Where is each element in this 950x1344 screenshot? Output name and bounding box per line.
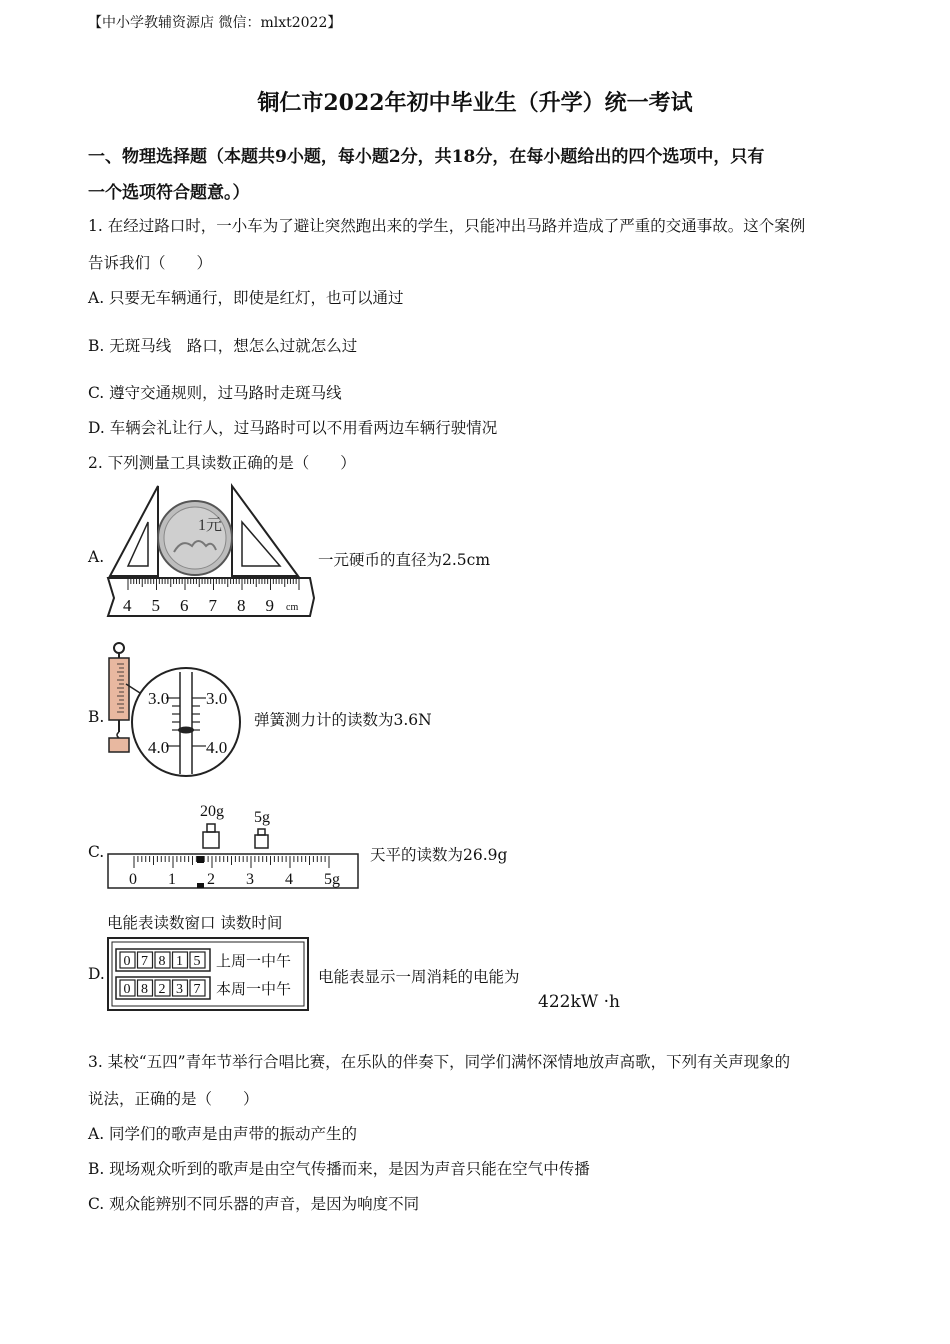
meter-row1-time: 上周一中午: [216, 954, 292, 970]
hanging-weight: [109, 738, 129, 752]
weight-5g-label: 5g: [254, 809, 270, 826]
spring-scale-figure: [104, 640, 250, 780]
rider-bottom: [197, 883, 204, 888]
meter-digit: 0: [123, 954, 131, 969]
scale-top-left: 3.0: [148, 689, 170, 708]
scale-bottom-right: 4.0: [206, 738, 228, 757]
meter-digit: 7: [193, 982, 201, 997]
beam-tick-label: 2: [207, 871, 215, 888]
q3-option-c: C. 观众能辨别不同乐器的声音，是因为响度不同: [88, 1195, 420, 1213]
q2-option-a-text: 一元硬币的直径为2.5cm: [318, 551, 491, 569]
q2-option-d-value: 422kW ·h: [538, 992, 620, 1012]
q1-stem-line2: 告诉我们（ ）: [88, 254, 213, 272]
q1-option-a: A. 只要无车辆通行，即使是红灯，也可以通过: [88, 289, 404, 307]
electricity-meter-figure: [106, 936, 310, 1012]
weight-20g: [203, 832, 219, 848]
q1-stem-line1: 1. 在经过路口时，一小车为了避让突然跑出来的学生，只能冲出马路并造成了严重的交通事故。这个案例: [88, 217, 806, 235]
q2-option-c-label: C.: [88, 843, 105, 861]
meter-digit: 7: [141, 954, 148, 969]
beam-tick-label: 3: [246, 871, 254, 888]
ruler-tick-label: 7: [208, 596, 217, 615]
scale-bottom-left: 4.0: [148, 738, 170, 757]
coin-text: 1元: [198, 517, 223, 534]
q2-option-d-text: 电能表显示一周消耗的电能为: [318, 968, 520, 986]
section-heading-line2: 一个选项符合题意。）: [88, 183, 250, 203]
q3-option-a: A. 同学们的歌声是由声带的振动产生的: [88, 1125, 358, 1143]
scale-top-right: 3.0: [206, 689, 228, 708]
meter-row2-time: 本周一中午: [216, 982, 292, 998]
q2-option-a-label: A.: [88, 548, 105, 566]
ruler-tick-label: 6: [180, 596, 189, 615]
q2-option-d-label: D.: [88, 965, 105, 983]
beam-tick-label: 4: [285, 871, 293, 888]
weight-20g-label: 20g: [200, 803, 224, 820]
meter-digit: 3: [176, 982, 183, 997]
beam-tick-label: 1: [168, 871, 176, 888]
beam-tick-label: 0: [129, 871, 137, 888]
meter-digit: 1: [176, 954, 183, 969]
rider-top: [197, 856, 204, 863]
page-title: 铜仁市2022年初中毕业生（升学）统一考试: [257, 90, 693, 116]
q2-option-b-text: 弹簧测力计的读数为3.6N: [254, 711, 432, 729]
q2-stem: 2. 下列测量工具读数正确的是（ ）: [88, 454, 356, 472]
q2-option-c-text: 天平的读数为26.9g: [370, 846, 508, 864]
magnifier-circle: [132, 668, 240, 776]
header-note: 【中小学教辅资源店 微信：mlxt2022】: [88, 15, 342, 31]
ruler-tick-label: 5: [151, 596, 160, 615]
q3-option-b: B. 现场观众听到的歌声是由空气传播而来，是因为声音只能在空气中传播: [88, 1160, 590, 1178]
ruler-unit: cm: [286, 602, 299, 613]
ruler-coin-figure: [104, 482, 318, 618]
weight-5g: [255, 835, 268, 848]
q2-option-d-caption: 电能表读数窗口 读数时间: [107, 914, 283, 932]
q1-option-d: D. 车辆会礼让行人，过马路时可以不用看两边车辆行驶情况: [88, 419, 498, 437]
ruler-tick-label: 4: [123, 596, 132, 615]
ruler-tick-label: 8: [237, 596, 246, 615]
meter-digit: 5: [193, 954, 201, 969]
q3-stem-line2: 说法，正确的是（ ）: [88, 1090, 259, 1108]
section-heading-line1: 一、物理选择题（本题共9小题，每小题2分，共18分，在每小题给出的四个选项中，只有: [88, 147, 765, 167]
q1-option-c: C. 遵守交通规则，过马路时走斑马线: [88, 384, 342, 402]
balance-figure: [104, 798, 364, 894]
meter-digit: 2: [158, 982, 166, 997]
q3-stem-line1: 3. 某校“五四”青年节举行合唱比赛，在乐队的伴奏下，同学们满怀深情地放声高歌，下列有关声现象的: [88, 1053, 791, 1071]
left-set-square: [110, 486, 158, 576]
pointer: [178, 727, 194, 734]
beam-tick-label: 5g: [324, 871, 340, 888]
meter-digit: 8: [141, 982, 148, 997]
q2-option-b-label: B.: [88, 708, 105, 726]
ruler-tick-label: 9: [265, 596, 274, 615]
meter-digit: 0: [123, 982, 131, 997]
meter-digit: 8: [158, 954, 166, 969]
q1-option-b: B. 无斑马线 路口，想怎么过就怎么过: [88, 337, 358, 355]
spring-scale-body: [109, 658, 129, 720]
